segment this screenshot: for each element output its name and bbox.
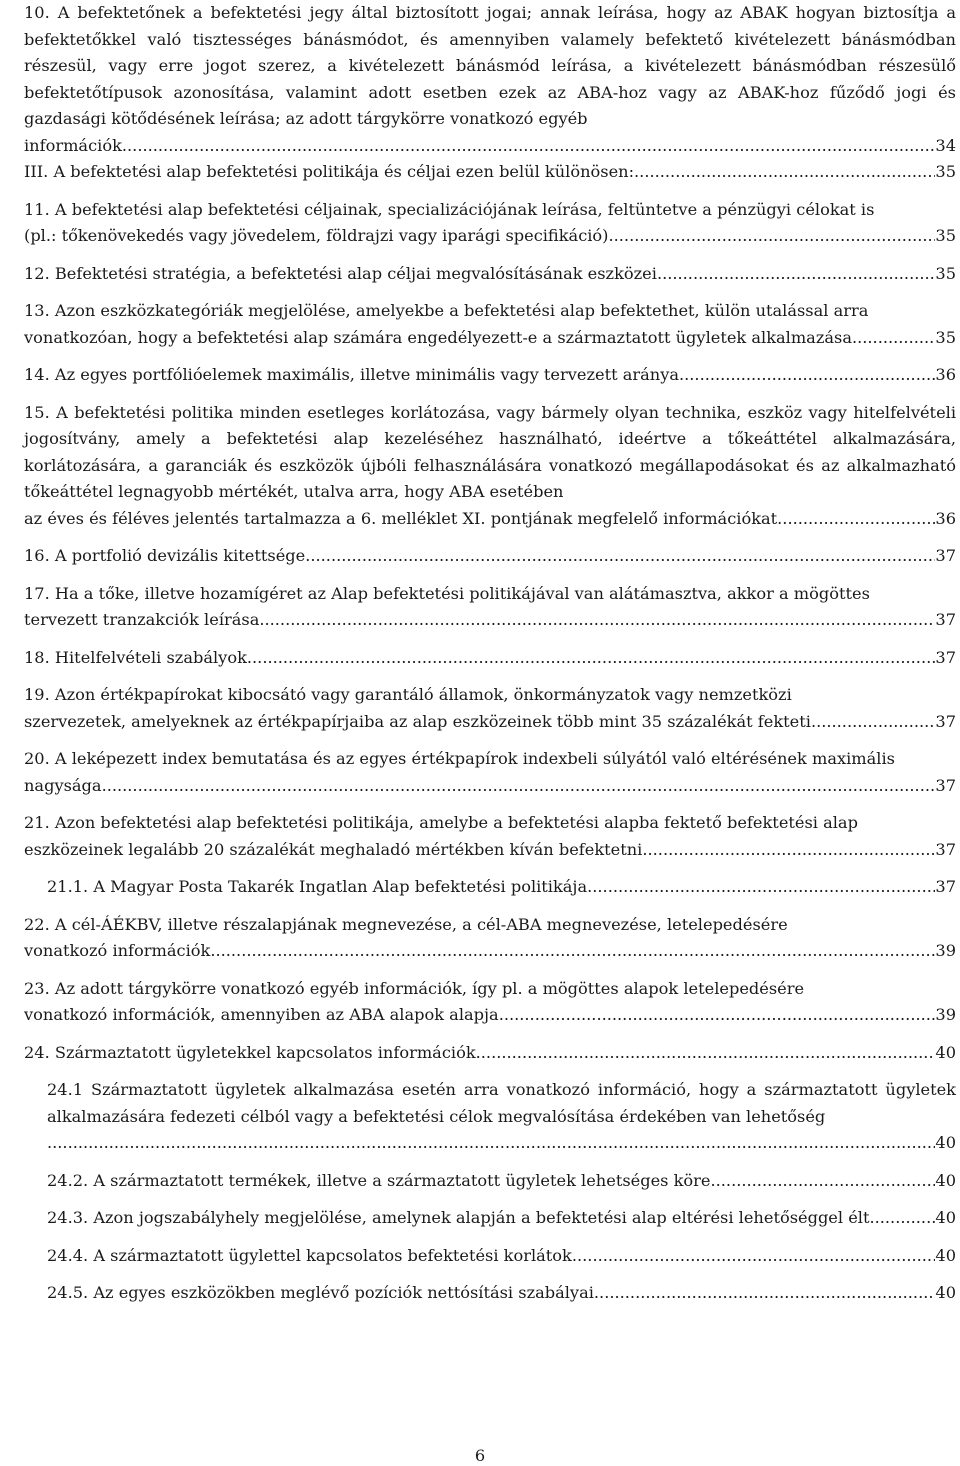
toc-entry-title: III. A befektetési alap befektetési politikája és céljai ezen belül különösen: xyxy=(24,162,635,181)
toc-entry-title: eszközeinek legalább 20 százalékát meghaladó mértékben kíván befektetni xyxy=(24,839,643,859)
toc-entry-23[interactable] xyxy=(24,976,956,1029)
toc-entry-title: szervezetek, amelyeknek az értékpapírjaiba az alap eszközeinek több mint 35 százalékát fekteti xyxy=(24,711,811,731)
toc-entry-text: 17. Ha a tőke, illetve hozamígéret az Alap befektetési politikájával van alátámasztva, akkor a mögöttes xyxy=(24,583,870,603)
dot-leader xyxy=(869,1205,935,1232)
toc-entry-text: 23. Az adott tárgykörre vonatkozó egyéb információk, így pl. a mögöttes alapok letelepedésére xyxy=(24,978,805,998)
toc-page-number: 37 xyxy=(935,647,956,667)
dot-leader xyxy=(587,874,935,901)
toc-entry-text: 19. Azon értékpapírokat kibocsátó vagy garantáló államok, önkormányzatok vagy nemzetközi xyxy=(24,685,792,704)
dot-leader xyxy=(594,1280,935,1307)
toc-entry-title: 12. Befektetési stratégia, a befektetési alap céljai megvalósításának eszközei xyxy=(24,263,657,283)
toc-entry-title: 24. Származtatott ügyletekkel kapcsolatos információk xyxy=(24,1042,476,1062)
toc-page-number: 36 xyxy=(935,365,956,384)
toc-page-number: 40 xyxy=(935,1283,956,1302)
dot-leader xyxy=(609,223,936,250)
toc-entry-17[interactable] xyxy=(24,581,956,634)
toc-entry-title: 16. A portfolió devizális kitettsége xyxy=(24,546,306,565)
toc-page-number: 40 xyxy=(935,1170,956,1190)
table-of-contents xyxy=(24,0,956,1307)
toc-entry-text: 11. A befektetési alap befektetési céljainak, specializációjának leírása, feltüntetve a pénzügyi célokat is xyxy=(24,199,875,219)
toc-entry-21[interactable] xyxy=(24,810,956,863)
toc-entry-18[interactable] xyxy=(24,645,956,672)
toc-entry-13[interactable] xyxy=(24,298,956,351)
toc-page-number: 34 xyxy=(935,135,956,155)
toc-entry-16[interactable] xyxy=(24,543,956,570)
toc-entry-14[interactable] xyxy=(24,362,956,389)
toc-entry-10[interactable] xyxy=(24,0,956,159)
toc-page-number: 37 xyxy=(935,546,956,565)
toc-entry-title: 18. Hitelfelvételi szabályok xyxy=(24,647,247,667)
toc-page-number: 35 xyxy=(935,327,956,347)
toc-entry-title: tervezett tranzakciók leírása xyxy=(24,610,260,629)
toc-entry-24-2[interactable] xyxy=(24,1168,956,1195)
toc-entry-title: 24.2. A származtatott termékek, illetve a származtatott ügyletek lehetséges köre xyxy=(47,1170,711,1190)
toc-page-number: 37 xyxy=(935,775,956,795)
toc-page-number: 35 xyxy=(935,263,956,283)
dot-leader xyxy=(642,837,935,864)
dot-leader xyxy=(777,506,935,533)
toc-entry-12[interactable] xyxy=(24,261,956,288)
toc-entry-text: 13. Azon eszközkategóriák megjelölése, amelyekbe a befektetési alap befektethet, külön utalással arra xyxy=(24,301,869,320)
toc-entry-24-4[interactable] xyxy=(24,1243,956,1270)
toc-entry-21-1[interactable] xyxy=(24,874,956,901)
toc-entry-24-3[interactable] xyxy=(24,1205,956,1232)
dot-leader xyxy=(657,261,935,288)
toc-entry-22[interactable] xyxy=(24,912,956,965)
dot-leader xyxy=(852,325,935,352)
toc-page-number: 39 xyxy=(935,941,956,960)
toc-page-number: 40 xyxy=(935,1133,956,1152)
toc-entry-title: vonatkozó információk, amennyiben az ABA alapok alapja xyxy=(24,1005,499,1024)
toc-page-number: 36 xyxy=(935,508,956,528)
toc-entry-text: 10. A befektetőnek a befektetési jegy által biztosított jogai; annak leírása, hogy az ABAK hogyan biztosítja a befektetőkkel való tisztességes bánásmódot, és amennyiben valamely befektető kivételezett bánásmódban részesül, vagy erre jogot szerez, a kivételezett bánásmód leírása, a kivételezett bánásmódban részesülő befektetőtípusok azonosítása, valamint adott esetben ezek az ABA-hoz vagy az ABAK-hoz fűződő jogi és gazdasági kötődésének leírása; az adott tárgykörre vonatkozó egyéb xyxy=(24,3,956,128)
toc-entry-20[interactable] xyxy=(24,746,956,799)
dot-leader xyxy=(811,709,935,736)
toc-page-number: 40 xyxy=(935,1042,956,1062)
toc-page-number: 35 xyxy=(935,162,956,181)
toc-page-number: 40 xyxy=(935,1208,956,1227)
toc-page-number: 37 xyxy=(935,877,956,896)
dot-leader xyxy=(122,133,936,160)
toc-entry-title: információk xyxy=(24,135,122,155)
toc-entry-title: vonatkozóan, hogy a befektetési alap számára engedélyezett-e a származtatott ügyletek alkalmazása xyxy=(24,327,852,347)
toc-entry-24-1[interactable] xyxy=(24,1077,956,1157)
toc-entry-text: 15. A befektetési politika minden esetleges korlátozása, vagy bármely olyan technika, eszköz vagy hitelfelvételi jogosítvány, amely a befektetési alap kezeléséhez használható, ideértve a tőkeáttétel alkalmazására, korlátozására, a garanciák és eszközök újbóli felhasználására vonatkozó megállapodásokat és az alkalmazható tőkeáttétel legnagyobb mértékét, utalva arra, hogy ABA esetében xyxy=(24,402,956,501)
dot-leader xyxy=(499,1002,936,1029)
toc-page-number: 37 xyxy=(935,610,956,629)
toc-entry-24[interactable] xyxy=(24,1040,956,1067)
dot-leader xyxy=(634,159,935,186)
dot-leader xyxy=(247,645,936,672)
toc-page-number: 35 xyxy=(935,226,956,245)
dot-leader xyxy=(572,1243,936,1270)
toc-entry-24-5[interactable] xyxy=(24,1280,956,1307)
toc-entry-title: 24.5. Az egyes eszközökben meglévő pozíciók nettósítási szabályai xyxy=(47,1283,594,1302)
toc-entry-title: vonatkozó információk xyxy=(24,941,211,960)
toc-page-number: 37 xyxy=(935,711,956,731)
toc-entry-text: 20. A leképezett index bemutatása és az egyes értékpapírok indexbeli súlyától való eltérésének maximális xyxy=(24,749,895,768)
dot-leader xyxy=(47,1130,935,1157)
toc-entry-title: 24.3. Azon jogszabályhely megjelölése, amelynek alapján a befektetési alap eltérési lehetőséggel élt xyxy=(47,1208,870,1227)
dot-leader xyxy=(710,1168,935,1195)
dot-leader xyxy=(102,773,936,800)
dot-leader xyxy=(679,362,935,389)
toc-entry-text: 24.1 Származtatott ügyletek alkalmazása esetén arra vonatkozó információ, hogy a származtatott ügyletek alkalmazására fedezeti célból vagy a befektetési célok megvalósítása érdekében van lehetőség xyxy=(47,1080,956,1126)
toc-entry-title: 21.1. A Magyar Posta Takarék Ingatlan Alap befektetési politikája xyxy=(47,877,588,896)
toc-entry-19[interactable] xyxy=(24,682,956,735)
toc-entry-title: nagysága xyxy=(24,775,102,795)
toc-page-number: 37 xyxy=(935,839,956,859)
toc-entry-title: 14. Az egyes portfólióelemek maximális, illetve minimális vagy tervezett aránya xyxy=(24,365,679,384)
dot-leader xyxy=(259,607,935,634)
toc-page-number: 40 xyxy=(935,1245,956,1265)
toc-entry-title: 24.4. A származtatott ügylettel kapcsolatos befektetési korlátok xyxy=(47,1245,572,1265)
toc-entry-15[interactable] xyxy=(24,400,956,533)
dot-leader xyxy=(210,938,935,965)
toc-entry-11[interactable] xyxy=(24,197,956,250)
toc-entry-text: 22. A cél-ÁÉKBV, illetve részalapjának megnevezése, a cél-ABA megnevezése, letelepedésére xyxy=(24,914,788,934)
toc-entry-iii[interactable] xyxy=(24,159,956,186)
dot-leader xyxy=(476,1040,936,1067)
page-number: 6 xyxy=(474,1446,486,1465)
toc-entry-text: 21. Azon befektetési alap befektetési politikája, amelybe a befektetési alapba fektető befektetési alap xyxy=(24,813,858,832)
toc-entry-title: (pl.: tőkenövekedés vagy jövedelem, földrajzi vagy iparági specifikáció) xyxy=(24,226,609,245)
dot-leader xyxy=(305,543,935,570)
toc-entry-title: az éves és féléves jelentés tartalmazza a 6. melléklet XI. pontjának megfelelő információkat xyxy=(24,508,778,528)
toc-page-number: 39 xyxy=(935,1005,956,1024)
